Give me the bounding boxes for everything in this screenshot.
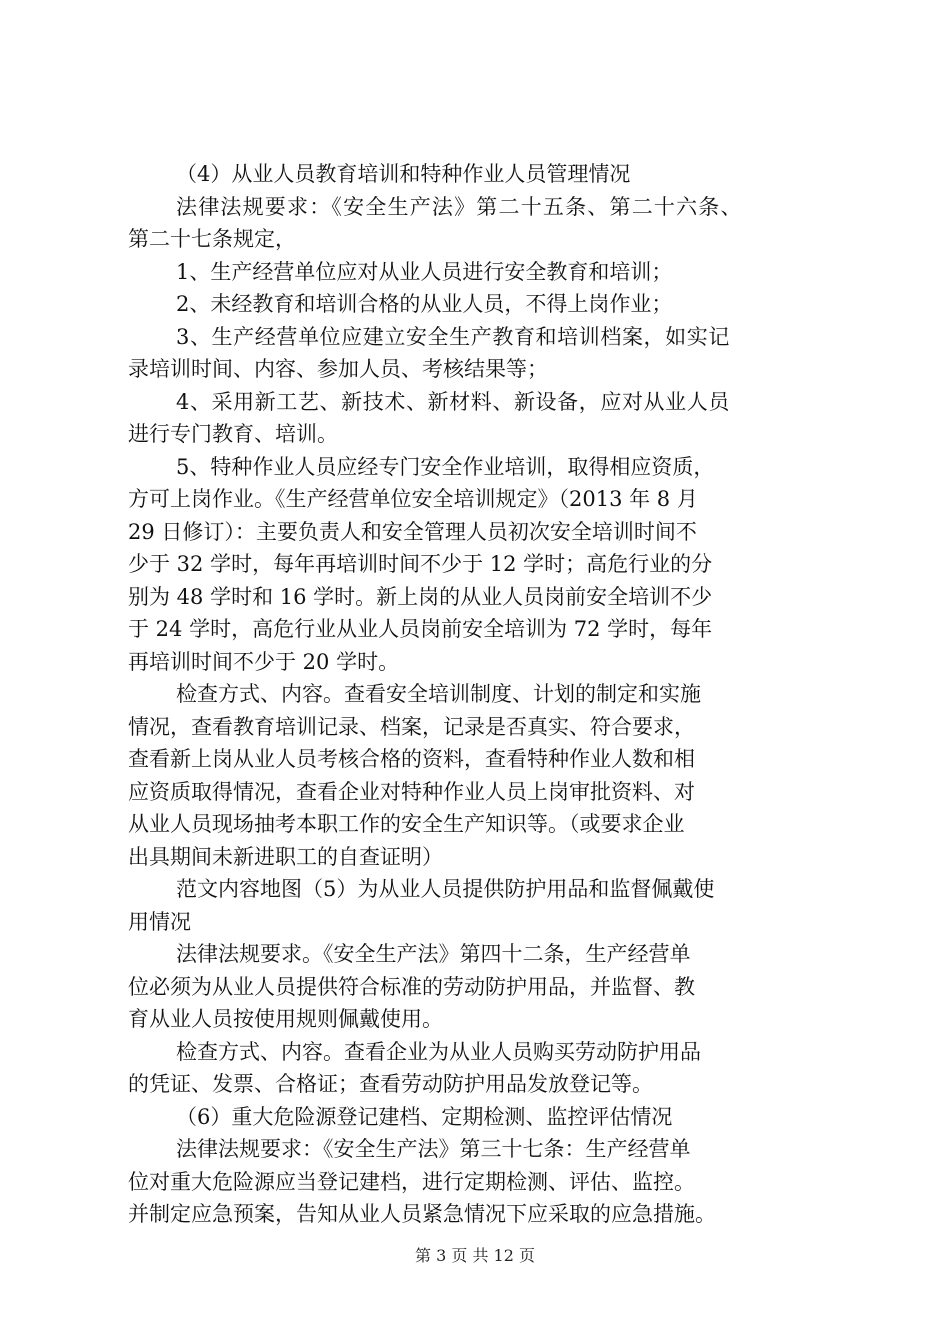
text-line: 法律法规要求：《安全生产法》第三十七条：生产经营单 (176, 1137, 691, 1161)
text-line: 2、未经教育和培训合格的从业人员，不得上岗作业； (176, 292, 673, 316)
text-line: 少于 32 学时，每年再培训时间不少于 12 学时；高危行业的分 (128, 552, 713, 576)
text-line: 从业人员现场抽考本职工作的安全生产知识等。（或要求企业 (128, 812, 685, 836)
text-line: 检查方式、内容。查看企业为从业人员购买劳动防护用品 (176, 1039, 701, 1064)
text-line: 范文内容地图（5）为从业人员提供防护用品和监督佩戴使 (176, 877, 715, 901)
text-line: 进行专门教育、培训。 (128, 422, 338, 446)
text-line: 法律法规要求：《安全生产法》第二十五条、第二十六条、 (176, 194, 743, 219)
text-line: 再培训时间不少于 20 学时。 (128, 649, 400, 674)
page-number-footer: 第 3 页 共 12 页 (415, 1246, 535, 1265)
text-line: 用情况 (128, 909, 191, 934)
text-line: 3、生产经营单位应建立安全生产教育和培训档案，如实记 (176, 324, 730, 349)
text-line: 查看新上岗从业人员考核合格的资料，查看特种作业人数和相 (128, 747, 695, 771)
text-line: 法律法规要求。《安全生产法》第四十二条，生产经营单 (176, 942, 691, 966)
text-line: 情况，查看教育培训记录、档案，记录是否真实、符合要求， (128, 714, 695, 739)
text-line: 方可上岗作业。《生产经营单位安全培训规定》（2013 年 8 月 (128, 487, 698, 511)
text-line: 录培训时间、内容、参加人员、考核结果等； (128, 357, 548, 381)
text-line: 5、特种作业人员应经专门安全作业培训，取得相应资质， (176, 454, 715, 479)
text-line: 的凭证、发票、合格证；查看劳动防护用品发放登记等。 (128, 1072, 653, 1096)
text-line: 应资质取得情况，查看企业对特种作业人员上岗审批资料、对 (128, 779, 695, 804)
text-line: 并制定应急预案，告知从业人员紧急情况下应采取的应急措施。 (128, 1202, 716, 1226)
text-line: 出具期间未新进职工的自查证明） (128, 844, 443, 869)
text-line: 位对重大危险源应当登记建档，进行定期检测、评估、监控。 (128, 1169, 695, 1194)
text-line: 29 日修订）：主要负责人和安全管理人员初次安全培训时间不 (128, 519, 697, 544)
text-line: 育从业人员按使用规则佩戴使用。 (128, 1007, 443, 1031)
text-line: （6）重大危险源登记建档、定期检测、监控评估情况 (176, 1104, 673, 1129)
text-line: 第二十七条规定， (128, 227, 296, 251)
text-line: 于 24 学时，高危行业从业人员岗前安全培训为 72 学时，每年 (128, 617, 713, 641)
text-line: 位必须为从业人员提供符合标准的劳动防护用品，并监督、教 (128, 974, 695, 999)
text-line: 4、采用新工艺、新技术、新材料、新设备，应对从业人员 (176, 389, 730, 414)
text-line: 1、生产经营单位应对从业人员进行安全教育和培训； (176, 259, 673, 284)
text-line: 检查方式、内容。查看安全培训制度、计划的制定和实施 (176, 682, 701, 706)
text-line: 别为 48 学时和 16 学时。新上岗的从业人员岗前安全培训不少 (128, 584, 713, 609)
text-line: （4）从业人员教育培训和特种作业人员管理情况 (176, 162, 631, 186)
